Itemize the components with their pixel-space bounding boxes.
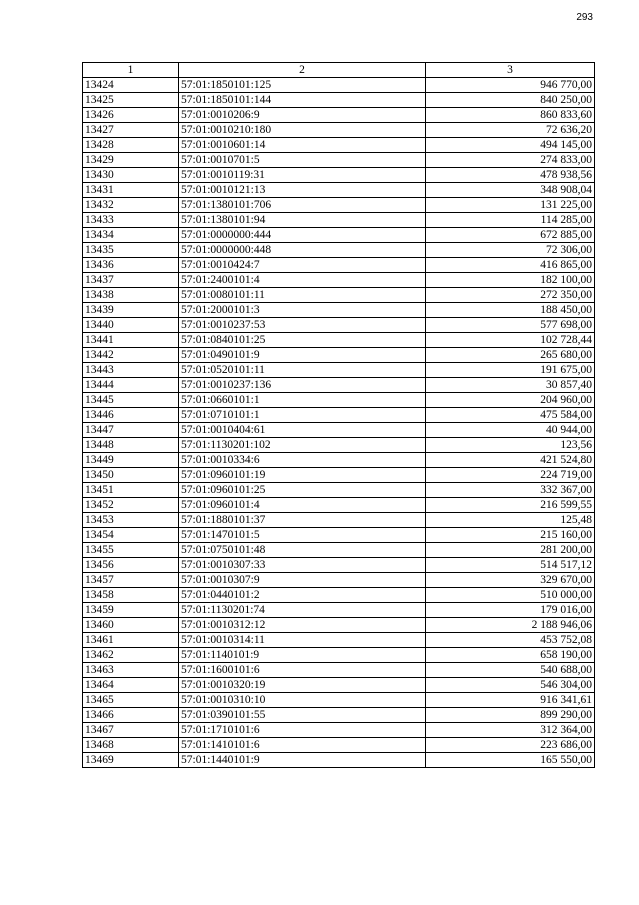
- row-number-cell: 13463: [83, 663, 179, 678]
- table-row: [83, 363, 595, 378]
- value-cell: 179 016,00: [426, 603, 595, 618]
- data-table: [82, 62, 595, 768]
- value-cell: 265 680,00: [426, 348, 595, 363]
- row-number-cell: 13469: [83, 753, 179, 768]
- cadastral-number-cell: 57:01:1880101:37: [179, 513, 426, 528]
- table-row: [83, 618, 595, 633]
- cadastral-number-cell: 57:01:0010334:6: [179, 453, 426, 468]
- cadastral-number-cell: 57:01:0080101:11: [179, 288, 426, 303]
- value-cell: 204 960,00: [426, 393, 595, 408]
- value-cell: 40 944,00: [426, 423, 595, 438]
- table-row: [83, 258, 595, 273]
- table-row: [83, 558, 595, 573]
- row-number-cell: 13454: [83, 528, 179, 543]
- row-number-cell: 13453: [83, 513, 179, 528]
- cadastral-number-cell: 57:01:0010701:5: [179, 153, 426, 168]
- table-row: [83, 573, 595, 588]
- value-cell: 672 885,00: [426, 228, 595, 243]
- value-cell: 329 670,00: [426, 573, 595, 588]
- cadastral-number-cell: 57:01:0010237:53: [179, 318, 426, 333]
- cadastral-number-cell: 57:01:0010206:9: [179, 108, 426, 123]
- cadastral-number-cell: 57:01:0010121:13: [179, 183, 426, 198]
- row-number-cell: 13433: [83, 213, 179, 228]
- table-row: [83, 603, 595, 618]
- value-cell: 123,56: [426, 438, 595, 453]
- row-number-cell: 13431: [83, 183, 179, 198]
- table-row: [83, 303, 595, 318]
- row-number-cell: 13439: [83, 303, 179, 318]
- value-cell: 332 367,00: [426, 483, 595, 498]
- value-cell: 514 517,12: [426, 558, 595, 573]
- table-row: [83, 723, 595, 738]
- table-row: [83, 408, 595, 423]
- cadastral-number-cell: 57:01:0010404:61: [179, 423, 426, 438]
- row-number-cell: 13426: [83, 108, 179, 123]
- cadastral-number-cell: 57:01:1380101:94: [179, 213, 426, 228]
- cadastral-number-cell: 57:01:0710101:1: [179, 408, 426, 423]
- cadastral-number-cell: 57:01:0010320:19: [179, 678, 426, 693]
- value-cell: 510 000,00: [426, 588, 595, 603]
- cadastral-number-cell: 57:01:0390101:55: [179, 708, 426, 723]
- value-cell: 899 290,00: [426, 708, 595, 723]
- table-row: [83, 288, 595, 303]
- table-row: [83, 138, 595, 153]
- row-number-cell: 13425: [83, 93, 179, 108]
- value-cell: 272 350,00: [426, 288, 595, 303]
- value-cell: 540 688,00: [426, 663, 595, 678]
- value-cell: 840 250,00: [426, 93, 595, 108]
- value-cell: 165 550,00: [426, 753, 595, 768]
- row-number-cell: 13443: [83, 363, 179, 378]
- table-row: [83, 243, 595, 258]
- column-header-1: 1: [83, 63, 179, 78]
- table-row: [83, 498, 595, 513]
- cadastral-number-cell: 57:01:1710101:6: [179, 723, 426, 738]
- value-cell: 478 938,56: [426, 168, 595, 183]
- row-number-cell: 13435: [83, 243, 179, 258]
- row-number-cell: 13444: [83, 378, 179, 393]
- cadastral-number-cell: 57:01:0010307:9: [179, 573, 426, 588]
- cadastral-number-cell: 57:01:0840101:25: [179, 333, 426, 348]
- cadastral-number-cell: 57:01:0490101:9: [179, 348, 426, 363]
- table-row: [83, 273, 595, 288]
- row-number-cell: 13452: [83, 498, 179, 513]
- cadastral-number-cell: 57:01:0000000:448: [179, 243, 426, 258]
- cadastral-number-cell: 57:01:0000000:444: [179, 228, 426, 243]
- row-number-cell: 13465: [83, 693, 179, 708]
- row-number-cell: 13457: [83, 573, 179, 588]
- table-row: [83, 153, 595, 168]
- row-number-cell: 13462: [83, 648, 179, 663]
- table-row: [83, 543, 595, 558]
- row-number-cell: 13424: [83, 78, 179, 93]
- header-row: [83, 63, 595, 78]
- cadastral-number-cell: 57:01:1410101:6: [179, 738, 426, 753]
- row-number-cell: 13437: [83, 273, 179, 288]
- value-cell: 475 584,00: [426, 408, 595, 423]
- row-number-cell: 13468: [83, 738, 179, 753]
- table-row: [83, 513, 595, 528]
- cadastral-number-cell: 57:01:0960101:4: [179, 498, 426, 513]
- value-cell: 182 100,00: [426, 273, 595, 288]
- table-row: [83, 708, 595, 723]
- cadastral-number-cell: 57:01:0750101:48: [179, 543, 426, 558]
- table-row: [83, 198, 595, 213]
- row-number-cell: 13429: [83, 153, 179, 168]
- cadastral-number-cell: 57:01:1130201:102: [179, 438, 426, 453]
- cadastral-number-cell: 57:01:1850101:144: [179, 93, 426, 108]
- value-cell: 421 524,80: [426, 453, 595, 468]
- row-number-cell: 13450: [83, 468, 179, 483]
- table-row: [83, 753, 595, 768]
- table-row: [83, 453, 595, 468]
- cadastral-number-cell: 57:01:1440101:9: [179, 753, 426, 768]
- row-number-cell: 13445: [83, 393, 179, 408]
- row-number-cell: 13430: [83, 168, 179, 183]
- row-number-cell: 13458: [83, 588, 179, 603]
- row-number-cell: 13451: [83, 483, 179, 498]
- table-row: [83, 528, 595, 543]
- row-number-cell: 13467: [83, 723, 179, 738]
- table-row: [83, 693, 595, 708]
- value-cell: 30 857,40: [426, 378, 595, 393]
- row-number-cell: 13442: [83, 348, 179, 363]
- row-number-cell: 13432: [83, 198, 179, 213]
- value-cell: 216 599,55: [426, 498, 595, 513]
- row-number-cell: 13459: [83, 603, 179, 618]
- value-cell: 312 364,00: [426, 723, 595, 738]
- row-number-cell: 13427: [83, 123, 179, 138]
- cadastral-number-cell: 57:01:0010310:10: [179, 693, 426, 708]
- cadastral-number-cell: 57:01:0440101:2: [179, 588, 426, 603]
- value-cell: 281 200,00: [426, 543, 595, 558]
- table-row: [83, 183, 595, 198]
- table-row: [83, 168, 595, 183]
- table-row: [83, 633, 595, 648]
- table-row: [83, 93, 595, 108]
- cadastral-number-cell: 57:01:1380101:706: [179, 198, 426, 213]
- value-cell: 191 675,00: [426, 363, 595, 378]
- row-number-cell: 13456: [83, 558, 179, 573]
- table-row: [83, 333, 595, 348]
- table-row: [83, 423, 595, 438]
- cadastral-number-cell: 57:01:0010307:33: [179, 558, 426, 573]
- cadastral-number-cell: 57:01:2400101:4: [179, 273, 426, 288]
- value-cell: 114 285,00: [426, 213, 595, 228]
- cadastral-number-cell: 57:01:1140101:9: [179, 648, 426, 663]
- cadastral-number-cell: 57:01:0960101:19: [179, 468, 426, 483]
- value-cell: 125,48: [426, 513, 595, 528]
- value-cell: 860 833,60: [426, 108, 595, 123]
- cadastral-number-cell: 57:01:0010601:14: [179, 138, 426, 153]
- value-cell: 2 188 946,06: [426, 618, 595, 633]
- cadastral-number-cell: 57:01:0010119:31: [179, 168, 426, 183]
- value-cell: 131 225,00: [426, 198, 595, 213]
- table-body: [83, 78, 595, 768]
- row-number-cell: 13434: [83, 228, 179, 243]
- value-cell: 223 686,00: [426, 738, 595, 753]
- table-row: [83, 663, 595, 678]
- row-number-cell: 13448: [83, 438, 179, 453]
- value-cell: 274 833,00: [426, 153, 595, 168]
- column-header-3: 3: [426, 63, 595, 78]
- value-cell: 546 304,00: [426, 678, 595, 693]
- cadastral-number-cell: 57:01:0010237:136: [179, 378, 426, 393]
- table-row: [83, 213, 595, 228]
- cadastral-number-cell: 57:01:0010424:7: [179, 258, 426, 273]
- row-number-cell: 13464: [83, 678, 179, 693]
- table-row: [83, 468, 595, 483]
- table-row: [83, 228, 595, 243]
- row-number-cell: 13438: [83, 288, 179, 303]
- value-cell: 215 160,00: [426, 528, 595, 543]
- column-header-2: 2: [179, 63, 426, 78]
- table-row: [83, 588, 595, 603]
- cadastral-number-cell: 57:01:1130201:74: [179, 603, 426, 618]
- cadastral-number-cell: 57:01:1600101:6: [179, 663, 426, 678]
- table-row: [83, 483, 595, 498]
- row-number-cell: 13446: [83, 408, 179, 423]
- table-header: [83, 63, 595, 78]
- cadastral-number-cell: 57:01:0010314:11: [179, 633, 426, 648]
- value-cell: 102 728,44: [426, 333, 595, 348]
- table-row: [83, 318, 595, 333]
- value-cell: 494 145,00: [426, 138, 595, 153]
- row-number-cell: 13449: [83, 453, 179, 468]
- table-row: [83, 438, 595, 453]
- table-row: [83, 78, 595, 93]
- value-cell: 416 865,00: [426, 258, 595, 273]
- row-number-cell: 13436: [83, 258, 179, 273]
- row-number-cell: 13441: [83, 333, 179, 348]
- table-row: [83, 378, 595, 393]
- cadastral-number-cell: 57:01:0660101:1: [179, 393, 426, 408]
- page-number: 293: [576, 12, 593, 23]
- value-cell: 348 908,04: [426, 183, 595, 198]
- table-row: [83, 738, 595, 753]
- value-cell: 577 698,00: [426, 318, 595, 333]
- value-cell: 224 719,00: [426, 468, 595, 483]
- row-number-cell: 13455: [83, 543, 179, 558]
- row-number-cell: 13447: [83, 423, 179, 438]
- cadastral-number-cell: 57:01:0010312:12: [179, 618, 426, 633]
- table-row: [83, 108, 595, 123]
- value-cell: 658 190,00: [426, 648, 595, 663]
- cadastral-number-cell: 57:01:1850101:125: [179, 78, 426, 93]
- cadastral-number-cell: 57:01:2000101:3: [179, 303, 426, 318]
- value-cell: 72 636,20: [426, 123, 595, 138]
- value-cell: 946 770,00: [426, 78, 595, 93]
- table-row: [83, 123, 595, 138]
- row-number-cell: 13428: [83, 138, 179, 153]
- cadastral-number-cell: 57:01:0520101:11: [179, 363, 426, 378]
- row-number-cell: 13460: [83, 618, 179, 633]
- value-cell: 188 450,00: [426, 303, 595, 318]
- value-cell: 453 752,08: [426, 633, 595, 648]
- cadastral-number-cell: 57:01:1470101:5: [179, 528, 426, 543]
- cadastral-number-cell: 57:01:0960101:25: [179, 483, 426, 498]
- cadastral-number-cell: 57:01:0010210:180: [179, 123, 426, 138]
- table-row: [83, 648, 595, 663]
- table-row: [83, 393, 595, 408]
- row-number-cell: 13440: [83, 318, 179, 333]
- table-row: [83, 348, 595, 363]
- value-cell: 916 341,61: [426, 693, 595, 708]
- table-row: [83, 678, 595, 693]
- value-cell: 72 306,00: [426, 243, 595, 258]
- row-number-cell: 13461: [83, 633, 179, 648]
- row-number-cell: 13466: [83, 708, 179, 723]
